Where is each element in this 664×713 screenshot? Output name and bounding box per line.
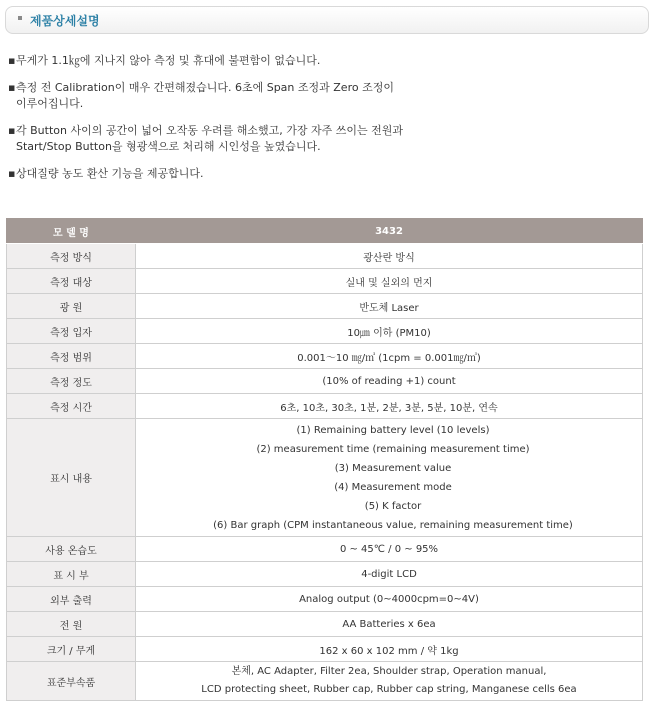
table-row [7,269,643,294]
spec-label: 측정 방식 [7,244,136,269]
spec-label: 크기 / 무게 [7,637,136,662]
spec-value: 162 x 60 x 102 mm / 약 1kg [136,637,643,662]
bullet-icon: ▪ [8,124,16,137]
feature-note [8,123,648,155]
note-line: 상대질량 농도 환산 기능을 제공합니다. [16,167,204,180]
spec-label: 광 원 [7,294,136,319]
table-row [7,537,643,562]
spec-label: 전 원 [7,612,136,637]
model-label: 모 델 명 [7,219,136,244]
note-line: 각 Button 사이의 공간이 넓어 오작동 우려를 해소했고, 가장 자주 쓰이는 전원과 [16,124,403,137]
accessories-line: 본체, AC Adapter, Filter 2ea, Shoulder strap, Operation manual, [231,666,547,677]
spec-value: Analog output (0~4000cpm=0~4V) [136,587,643,612]
spec-value: AA Batteries x 6ea [136,612,643,637]
bullet-icon: ▪ [8,81,16,94]
feature-note [8,80,648,112]
table-row [7,294,643,319]
spec-value: 10㎛ 이하 (PM10) [136,319,643,344]
spec-label: 측정 입자 [7,319,136,344]
table-row [7,612,643,637]
table-row [7,244,643,269]
spec-label: 측정 범위 [7,344,136,369]
spec-value: 0 ~ 45℃ / 0 ~ 95% [136,537,643,562]
spec-label: 표시 내용 [7,419,136,537]
display-item: (4) Measurement mode [334,481,452,493]
spec-label: 측정 정도 [7,369,136,394]
spec-value: 4-digit LCD [136,562,643,587]
spec-label: 표준부속품 [7,662,136,701]
table-row [7,394,643,419]
accessories-value [136,662,643,701]
table-row [7,562,643,587]
note-line: 무게가 1.1㎏에 지나지 않아 측정 및 휴대에 불편함이 없습니다. [16,54,321,67]
spec-table [6,218,643,701]
bullet-icon: ▪ [8,54,16,67]
table-row [7,369,643,394]
table-row [7,419,643,537]
spec-label: 사용 온습도 [7,537,136,562]
note-line: 측정 전 Calibration이 매우 간편해졌습니다. 6초에 Span 조정과 Zero 조정이 [16,81,394,94]
feature-note [8,166,648,182]
table-row [7,319,643,344]
spec-value: 광산란 방식 [136,244,643,269]
spec-value: (10% of reading +1) count [136,369,643,394]
bullet-icon: ▪ [8,167,16,180]
spec-value: 반도체 Laser [136,294,643,319]
table-row [7,587,643,612]
section-header [5,6,649,34]
spec-value: 0.001～10 ㎎/㎥ (1cpm = 0.001㎎/㎥) [136,344,643,369]
display-item: (6) Bar graph (CPM instantaneous value, remaining measurement time) [213,519,573,531]
header-bullet-icon [18,16,22,20]
feature-note [8,53,648,69]
spec-value: 6초, 10초, 30초, 1분, 2분, 3분, 5분, 10분, 연속 [136,394,643,419]
spec-label: 외부 출력 [7,587,136,612]
table-row [7,637,643,662]
spec-label: 측정 시간 [7,394,136,419]
model-value: 3432 [136,219,643,244]
spec-value: 실내 및 실외의 먼지 [136,269,643,294]
display-items [136,419,643,537]
note-line: 이루어집니다. [16,97,84,110]
table-row [7,662,643,701]
display-item: (2) measurement time (remaining measurement time) [256,443,530,455]
display-item: (5) K factor [364,500,422,512]
note-line: Start/Stop Button을 형광색으로 처리해 시인성을 높였습니다. [16,140,321,153]
spec-label: 측정 대상 [7,269,136,294]
feature-notes [8,53,648,193]
table-row [7,344,643,369]
section-title: 제품상세설명 [30,14,100,28]
spec-label: 표 시 부 [7,562,136,587]
display-item: (3) Measurement value [334,462,452,474]
accessories-line: LCD protecting sheet, Rubber cap, Rubber cap string, Manganese cells 6ea [201,684,577,695]
display-item: (1) Remaining battery level (10 levels) [296,424,490,436]
